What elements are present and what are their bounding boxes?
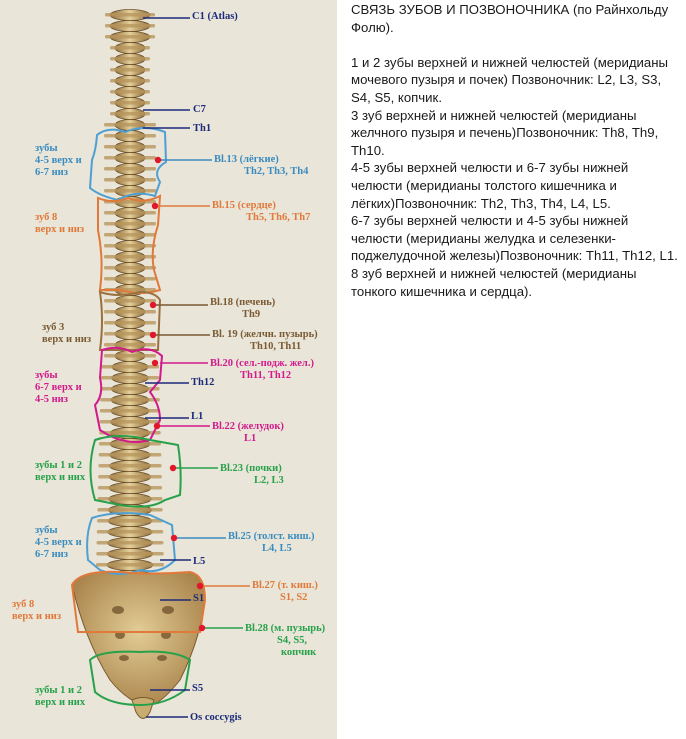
point-marker (171, 535, 177, 541)
vertebra-process (104, 310, 156, 314)
vertebra-process (104, 178, 156, 182)
label-l1: L1 (191, 411, 204, 422)
teeth-label-7: зуб 8 верх и низ (12, 599, 62, 622)
point-label-bl28: Bl.28 (м. пузырь) S4, S5, копчик (245, 623, 326, 658)
point-marker (170, 465, 176, 471)
vertebra-process (110, 79, 150, 83)
point-marker (155, 157, 161, 163)
point-marker (152, 360, 158, 366)
vertebra-process (104, 156, 156, 160)
vertebra-process (104, 354, 156, 358)
teeth-label-2: зуб 8 верх и низ (35, 212, 85, 235)
point-label-bl23: Bl.23 (почки) L2, L3 (220, 463, 284, 486)
vertebra-process (98, 486, 162, 490)
vertebra-process (104, 233, 156, 237)
vertebra-process (100, 398, 160, 402)
point-label-bl13: Bl.13 (лёгкие) Th2, Th3, Th4 (214, 154, 309, 177)
vertebra-process (98, 464, 161, 468)
point-marker (150, 302, 156, 308)
label-th1: Th1 (193, 123, 212, 134)
teeth-label-3: зуб 3 верх и низ (42, 322, 92, 345)
teeth-label-5: зубы 1 и 2 верх и них (35, 460, 86, 483)
vertebra-process (100, 409, 160, 413)
vertebra-process (104, 189, 156, 193)
label-th12: Th12 (191, 377, 215, 388)
vertebra-process (97, 541, 164, 545)
vertebra-process (110, 68, 150, 72)
vertebra-process (104, 145, 156, 149)
point-label-bl25: Bl.25 (толст. киш.) L4, L5 (228, 531, 315, 554)
vertebra-process (104, 299, 156, 303)
spine-figure (0, 0, 337, 739)
label-s1: S1 (193, 593, 205, 604)
point-label-bl27: Bl.27 (т. киш.) S1, S2 (252, 580, 318, 603)
vertebra-process (110, 46, 150, 50)
description-paragraph-1: 1 и 2 зубы верхней и нижней челюстей (меридианы мочевого пузыря и почек) Позвоночник: L2, L3, S3, S4, S5, копчик. (351, 54, 668, 105)
vertebra-process (104, 211, 156, 215)
teeth-label-4: зубы 6-7 верх и 4-5 низ (35, 370, 82, 405)
point-label-bl22: Bl.22 (желудок) L1 (212, 421, 284, 444)
description-title: СВЯЗЬ ЗУБОВ И ПОЗВОНОЧНИКА (по Райнхольду Фолю). (351, 2, 669, 35)
vertebra-process (96, 552, 163, 556)
teeth-label-8: зубы 1 и 2 верх и них (35, 685, 86, 708)
description-paragraph-5: 8 зуб верхней и нижней челюстей (меридианы тонкого кишечника и сердца). (351, 265, 637, 299)
label-c7: C7 (193, 104, 206, 115)
vertebra-process (104, 244, 156, 248)
point-marker (152, 203, 158, 209)
vertebra-process (104, 222, 156, 226)
label-s5: S5 (192, 683, 204, 694)
vertebra-process (104, 321, 156, 325)
vertebra-process (97, 508, 162, 512)
vertebra-process (100, 420, 161, 424)
vertebra-process (104, 123, 156, 127)
point-label-bl19: Bl. 19 (желчн. пузырь) Th10, Th11 (212, 329, 318, 352)
point-marker (154, 423, 160, 429)
vertebra-process (104, 332, 156, 336)
vertebra-process (97, 519, 163, 523)
point-marker (199, 625, 205, 631)
vertebra-process (104, 277, 156, 281)
label-l5: L5 (193, 556, 206, 567)
vertebra-process (101, 376, 160, 380)
vertebra-process (104, 134, 156, 138)
description-paragraph-2: 3 зуб верхней и нижней челюстей (меридианы желчного пузыря и печень)Позвоночник: Th8, Th9, Th10. (351, 107, 659, 158)
description-text (351, 1, 681, 300)
vertebra-process (110, 101, 150, 105)
vertebra-process (110, 57, 150, 61)
vertebra-process (110, 112, 150, 116)
vertebra-process (104, 167, 156, 171)
vertebra-process (98, 497, 163, 501)
label-coccyx: Os coccygis (190, 712, 242, 723)
teeth-label-1: зубы 4-5 верх и 6-7 низ (35, 143, 82, 178)
point-label-bl18: Bl.18 (печень) Th9 (210, 297, 276, 320)
vertebra-process (98, 475, 162, 479)
point-marker (150, 332, 156, 338)
label-c1: C1 (Atlas) (192, 11, 238, 22)
vertebra-process (110, 90, 150, 94)
point-label-bl15: Bl.15 (сердце) Th5, Th6, Th7 (212, 200, 311, 223)
vertebra-process (104, 266, 156, 270)
teeth-label-6: зубы 4-5 верх и 6-7 низ (35, 525, 82, 560)
vertebra-process (105, 13, 155, 17)
point-label-bl20: Bl.20 (сел.-подж. жел.) Th11, Th12 (210, 358, 314, 381)
vertebra-process (104, 255, 156, 259)
vertebra-process (104, 343, 156, 347)
vertebra-process (105, 35, 155, 39)
vertebra-process (97, 530, 163, 534)
description-paragraph-4: 6-7 зубы верхней челюсти и 4-5 зубы нижней челюсти (меридианы желудка и селезенки-поджелудочной железы)Позвоночник: Th11, Th12, L1. (351, 213, 678, 264)
vertebra-process (105, 24, 155, 28)
point-marker (197, 583, 203, 589)
vertebra-process (99, 453, 162, 457)
description-paragraph-3: 4-5 зубы верхней челюсти и 6-7 зубы нижней челюсти (меридианы толстого кишечника и лёгких)Позвоночник: Th2, Th3, Th4, L4, L5. (351, 160, 629, 211)
vertebra-process (101, 365, 159, 369)
vertebra-process (96, 563, 164, 567)
